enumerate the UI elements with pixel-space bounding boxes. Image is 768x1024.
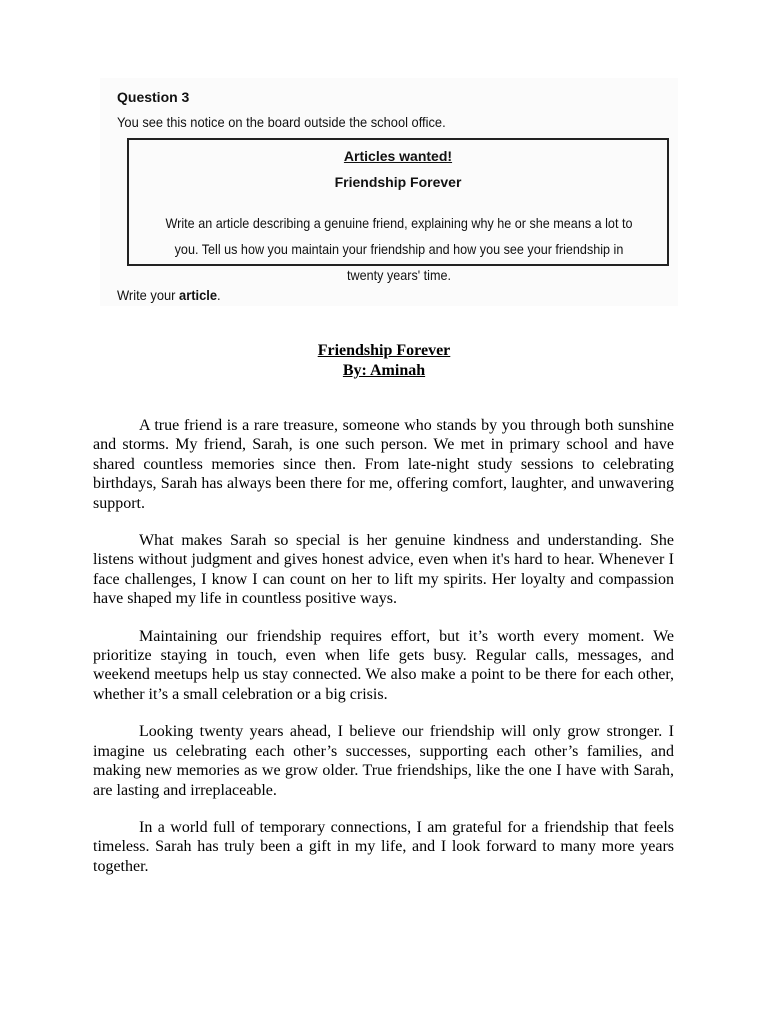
essay-paragraph-1: A true friend is a rare treasure, someone who stands by you through both sunshine and storms. My friend, Sarah, is one such person. We met in primary school and have shared countless memories since then. From late-night study sessions to celebrating birthdays, Sarah has always been there for me, offering comfort, laughter, and unwavering support.	[93, 417, 674, 512]
essay-paragraph-3: Maintaining our friendship requires effort, but it’s worth every moment. We prioritize staying in touch, even when life gets busy. Regular calls, messages, and weekend meetups help us stay connected. We also make a point to be there for each other, whether it’s a small celebration or a big crisis.	[93, 627, 674, 703]
footer-bold: article	[179, 287, 217, 303]
essay-title: Friendship Forever	[317, 342, 451, 359]
essay-body	[93, 416, 674, 894]
notice-box	[127, 138, 669, 283]
footer-suffix: .	[216, 287, 221, 303]
notice-heading: Articles wanted!	[343, 148, 453, 164]
essay-paragraph-2: What makes Sarah so special is her genuine kindness and understanding. She listens without judgment and gives honest advice, even when it's hard to hear. Whenever I face challenges, I know I can count on her to lift my spirits. Her loyalty and compassion have shaped my life in countless positive ways.	[93, 532, 674, 608]
question-scan-image	[100, 78, 678, 306]
essay-paragraph-4: Looking twenty years ahead, I believe our friendship will only grow stronger. I imagine us celebrating each other’s successes, supporting each other’s families, and making new memories as we grow older. True friendships, like the one I have with Sarah, are lasting and irreplaceable.	[93, 723, 674, 799]
notice-body: Write an article describing a genuine friend, explaining why he or she means a lot to you. Tell us how you maintain your friendship and how you see your friendship in twenty years' time.	[165, 215, 633, 283]
question-footer	[117, 287, 221, 303]
notice-subheading: Friendship Forever	[334, 174, 462, 190]
question-intro: You see this notice on the board outside the school office.	[117, 114, 446, 130]
question-title: Question 3	[117, 89, 190, 105]
essay-byline: By: Aminah	[342, 362, 426, 379]
essay-heading	[0, 341, 768, 381]
essay-paragraph-5: In a world full of temporary connections, I am grateful for a friendship that feels timeless. Sarah has truly been a gift in my life, and I look forward to many more years together.	[93, 818, 674, 875]
footer-prefix: Write your	[117, 287, 180, 303]
